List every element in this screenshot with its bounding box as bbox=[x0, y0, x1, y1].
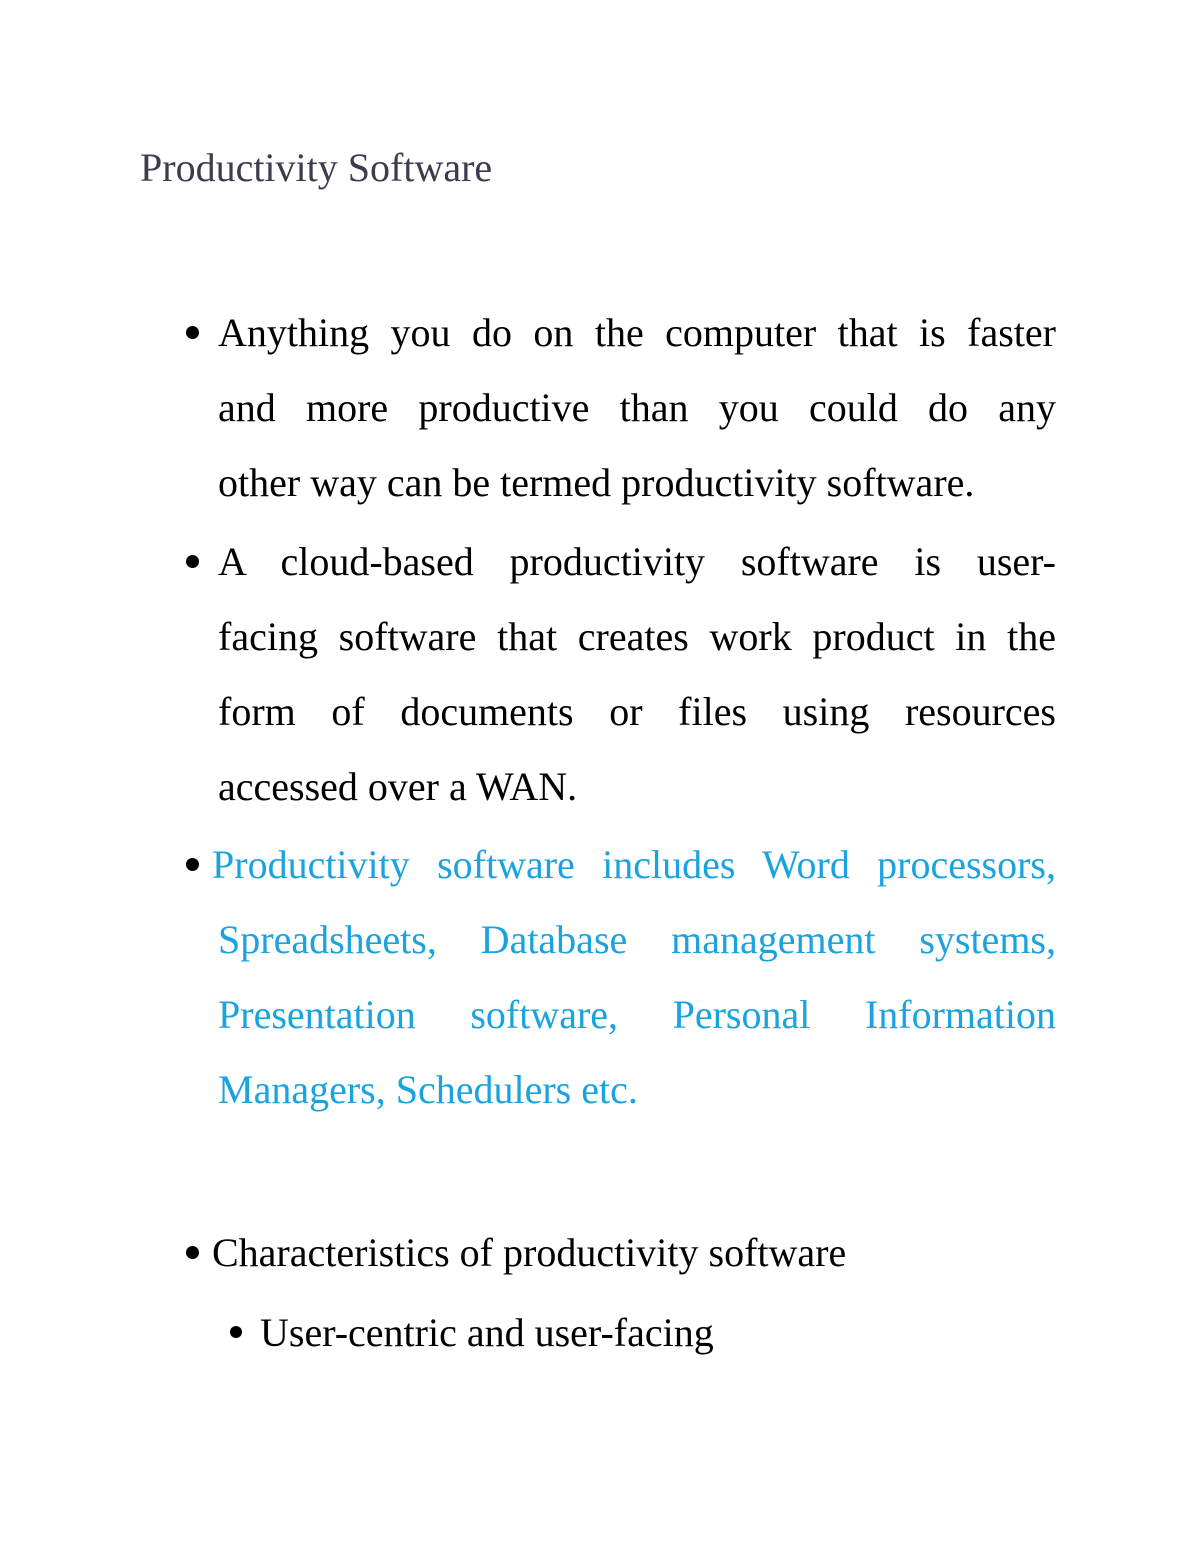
sub-bullet-text: User-centric and user-facing bbox=[260, 1310, 714, 1355]
bullet-line: Characteristics of productivity software bbox=[212, 1230, 847, 1275]
bullet-icon bbox=[186, 1246, 199, 1259]
bullet-icon bbox=[186, 858, 199, 871]
bullet-line: facing software that creates work product in the bbox=[218, 614, 1056, 659]
bullet-icon bbox=[186, 326, 199, 339]
bullet-line: A cloud-based productivity software is user- bbox=[218, 539, 1056, 584]
bullet-item-definition bbox=[218, 295, 1056, 520]
bullet-line: Spreadsheets, Database management systems, bbox=[218, 917, 1056, 962]
sub-bullet-item bbox=[260, 1295, 1056, 1370]
bullet-line: other way can be termed productivity software. bbox=[218, 460, 975, 505]
bullet-icon bbox=[230, 1326, 242, 1338]
page-title: Productivity Software bbox=[140, 145, 493, 190]
bullet-line: form of documents or files using resources bbox=[218, 689, 1056, 734]
bullet-line: Managers, Schedulers etc. bbox=[218, 1067, 638, 1112]
bullet-item-characteristics bbox=[212, 1215, 1056, 1290]
bullet-icon bbox=[186, 555, 199, 568]
bullet-item-examples bbox=[212, 827, 1056, 1127]
bullet-line: Presentation software, Personal Information bbox=[218, 992, 1056, 1037]
bullet-line: and more productive than you could do any bbox=[218, 385, 1056, 430]
bullet-line: Anything you do on the computer that is faster bbox=[218, 310, 1056, 355]
bullet-item-cloud-based bbox=[218, 524, 1056, 824]
bullet-line: Productivity software includes Word processors, bbox=[212, 842, 1056, 887]
bullet-line: accessed over a WAN. bbox=[218, 764, 578, 809]
